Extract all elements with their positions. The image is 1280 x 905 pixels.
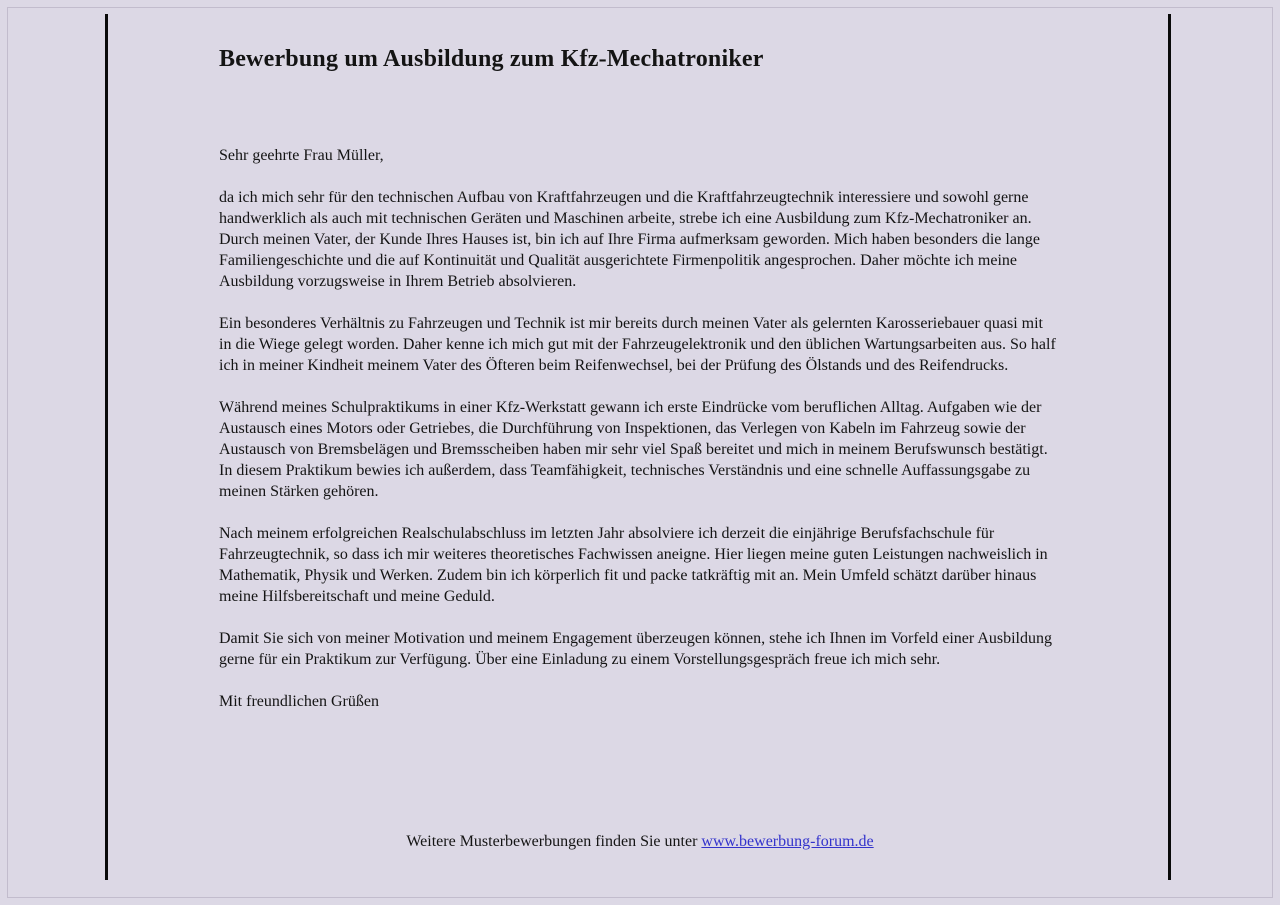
salutation: Sehr geehrte Frau Müller, — [219, 147, 384, 164]
letter-title: Bewerbung um Ausbildung zum Kfz-Mechatroniker — [219, 46, 764, 72]
right-vertical-rule — [1168, 14, 1171, 880]
paragraph-5: Damit Sie sich von meiner Motivation und meinem Engagement überzeugen können, stehe ich Ihnen im Vorfeld einer Ausbildung gerne für ein Praktikum zur Verfügung. Über eine Einladung zu einem Vorstellungsgespräch freue ich mich sehr. — [219, 630, 1052, 668]
footer-text: Weitere Musterbewerbungen finden Sie unter — [406, 833, 702, 850]
closing: Mit freundlichen Grüßen — [219, 693, 379, 710]
letter-content — [219, 0, 1059, 712]
paragraph-1: da ich mich sehr für den technischen Aufbau von Kraftfahrzeugen und die Kraftfahrzeugtechnik interessiere und sowohl gerne handwerklich als auch mit technischen Geräten und Maschinen arbeite, strebe ich eine Ausbildung zum Kfz-Mechatroniker an. Durch meinen Vater, der Kunde Ihres Hauses ist, bin ich auf Ihre Firma aufmerksam geworden. Mich haben besonders die lange Familiengeschichte und die auf Kontinuität und Qualität ausgerichtete Firmenpolitik angesprochen. Daher möchte ich meine Ausbildung vorzugsweise in Ihrem Betrieb absolvieren. — [219, 189, 1041, 290]
paragraph-2: Ein besonderes Verhältnis zu Fahrzeugen und Technik ist mir bereits durch meinen Vater als gelernten Karosseriebauer quasi mit in die Wiege gelegt worden. Daher kenne ich mich gut mit der Fahrzeugelektronik und den üblichen Wartungsarbeiten aus. So half ich in meiner Kindheit meinem Vater des Öfteren beim Reifenwechsel, bei der Prüfung des Ölstands und des Reifendrucks. — [219, 315, 1056, 374]
footer — [0, 831, 1280, 852]
left-vertical-rule — [105, 14, 108, 880]
paragraph-3: Während meines Schulpraktikums in einer Kfz-Werkstatt gewann ich erste Eindrücke vom beruflichen Alltag. Aufgaben wie der Austausch eines Motors oder Getriebes, die Durchführung von Inspektionen, das Verlegen von Kabeln im Fahrzeug sowie der Austausch von Bremsbelägen und Bremsscheiben haben mir sehr viel Spaß bereitet und mich in meinem Berufswunsch bestätigt. In diesem Praktikum bewies ich außerdem, dass Teamfähigkeit, technisches Verständnis und eine schnelle Auffassungsgabe zu meinen Stärken gehören. — [219, 399, 1048, 500]
footer-link[interactable]: www.bewerbung-forum.de — [701, 833, 874, 850]
paragraph-4: Nach meinem erfolgreichen Realschulabschluss im letzten Jahr absolviere ich derzeit die einjährige Berufsfachschule für Fahrzeugtechnik, so dass ich mir weiteres theoretisches Fachwissen aneigne. Hier liegen meine guten Leistungen nachweislich in Mathematik, Physik und Werken. Zudem bin ich körperlich fit und packe tatkräftig mit an. Mein Umfeld schätzt darüber hinaus meine Hilfsbereitschaft und meine Geduld. — [219, 525, 1048, 605]
